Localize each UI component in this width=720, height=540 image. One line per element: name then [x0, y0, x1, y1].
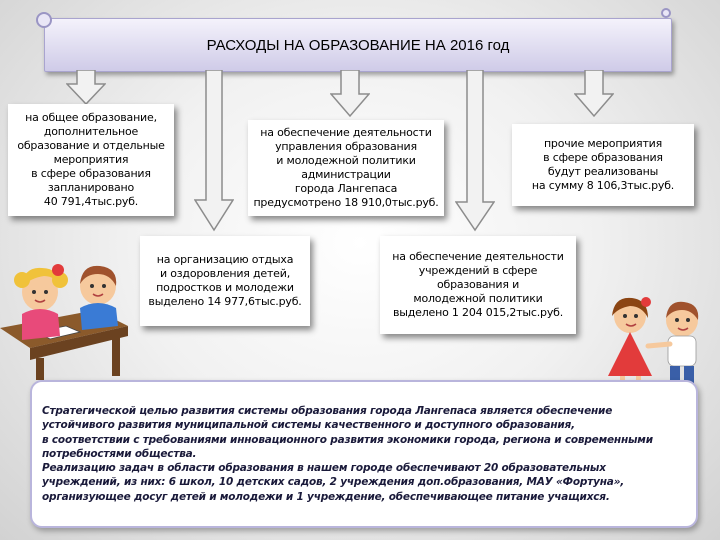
page-title: РАСХОДЫ НА ОБРАЗОВАНИЕ НА 2016 год [206, 36, 510, 54]
box-general-education-text: на общее образование, дополнительное образование и отдельные мероприятия в сфере образования запланировано 40 791,4тыс.руб. [17, 110, 165, 209]
box-institutions-support-text: на обеспечение деятельности учреждений в сфере образования и молодежной политики выделено 1 204 015,2тыс.руб. [392, 249, 564, 320]
scroll-curl-decoration [36, 12, 52, 28]
scroll-curl-decoration-right [661, 8, 671, 18]
arrow-down-long-icon [455, 70, 495, 232]
box-admin-support [248, 120, 444, 216]
institutions-paragraph: Реализацию задач в области образования в нашем городе обеспечивают 20 образовательных учреждений, из них: 6 школ, 10 детских садов, 2 учреждения доп.образования, МАУ «Фортуна», организующее досуг детей и молодежи и 1 учреждение, обеспечивающее питание учащихся. [42, 462, 625, 503]
arrow-down-icon [330, 70, 370, 118]
arrow-down-icon [574, 70, 614, 118]
strategy-goal-paragraph: Стратегической целью развития системы образования города Лангепаса является обеспечение устойчивого развития муниципальной системы качественного и доступного образования, в соответствии с требованиями инновационного развития экономики города, региона и современными потребностями общества. [42, 405, 653, 460]
title-banner [44, 18, 672, 72]
arrow-down-icon [66, 70, 106, 106]
box-children-recreation [140, 236, 310, 326]
strategy-text-panel [30, 380, 698, 528]
box-admin-support-text: на обеспечение деятельности управления образования и молодежной политики администрации города Лангепаса предусмотрено 18 910,0тыс.руб. [253, 125, 439, 210]
box-general-education [8, 104, 174, 216]
box-other-activities-text: прочие мероприятия в сфере образования будут реализованы на сумму 8 106,3тыс.руб. [531, 136, 675, 193]
box-children-recreation-text: на организацию отдыха и оздоровления детей, подростков и молодежи выделено 14 977,6тыс.руб. [148, 252, 302, 309]
arrow-down-long-icon [194, 70, 234, 232]
box-institutions-support [380, 236, 576, 334]
box-other-activities [512, 124, 694, 206]
children-at-desk-illustration [0, 240, 140, 380]
